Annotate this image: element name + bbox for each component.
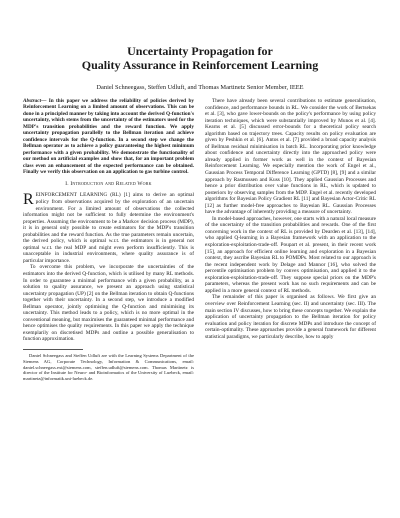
related-work-paragraph-1: There have already been several contributions to estimate generalisation, confidence, and performance bounds in RL. We consider the work of Bertsekas et al. [3], who gave lower-bounds on the policy's performance by using policy iteration techniques, which were substantially improved by Munos et al. [4]. Kearns et al. [5] discussed error-bounds for a theoretical policy search algorithm based on trajectory trees. Capacity results on policy evaluation are given by Peshkin et al. [6]. Antos et al. [7] provided a broad capacity analysis of Bellman residual minimisation in batch RL. Incorporating prior knowledge about confidence and uncertainty directly into the approached policy were already applied in former work as well in the context of Bayesian Reinforcement Learning. We especially mention the work of Engel et al., Gaussian Process Temporal Difference Learning (GPTD) [8], [9] and a similar approach by Rasmussen and Kuss [10]. They applied Gaussian Processes and hence a prior distribution over value functions in RL, which is updated to posteriors by observing samples from the MDP. Engel et al. recently developed algorithms for Bayesian Policy Gradient RL [11] and Bayesian Actor-Critic RL [12] as further model-free approaches to Bayesian RL. Gaussian Processes have the advantage of inherently providing a measure of uncertainty. <box>205 98 376 216</box>
abstract-text: In this paper we address the reliability of policies derived by Reinforcement Learning on a limited amount of observations. This can be done in a principled manner by taking into account the derived Q-function's uncertainty, which stems from the uncertainty of the estimators used for the MDP's transition probabilities and the reward function. We apply uncertainty propagation parallelly to the Bellman iteration and achieve confidence intervals for the Q-function. In a second step we change the Bellman operator as to achieve a policy guaranteeing the highest minimum performance with a given probability. We demonstrate the functionality of our method on artificial examples and show that, for an important problem class even an enhancement of the expected performance can be obtained. Finally we verify this observation on an application to gas turbine control. <box>23 98 195 175</box>
author-list: Daniel Schneegass, Steffen Udluft, and Thomas Martinetz Senior Member, IEEE <box>96 84 304 91</box>
footnote-rule <box>23 349 83 350</box>
intro-paragraph-2: To overcome this problem, we incorporate the uncertainties of the estimators into the derived Q-function, which is utilised by many RL methods. In order to guarantee a minimal performance with a given probability, as a solution to quality assurance, we present an approach using statistical uncertainty propagation (UP) [2] on the Bellman iteration to obtain Q-functions together with their uncertainty. In a second step, we introduce a modified Bellman operator, jointly optimising the Q-function and minimising its uncertainty. This method leads to a policy, which is no more optimal in the conventional meaning, but maximises the guaranteed minimal performance and hence optimises the quality requirements. In this paper we apply the technique exemplarily on discretised MDPs and outline a possible generalisation to function approximation. <box>23 264 194 343</box>
related-work-paragraph-2: In model-based approaches, however, one starts with a natural local measure of the uncertainty of the transition probabilities and rewards. One of the first concerning work in the context of RL is provided by Dearden et al. [13], [14], who applied Q-learning in a Bayesian framework with an application to the exploration-exploitation-trade-off. Poupart et al. present, in their recent work [15], an approach for efficient online learning and exploration in a Bayesian context, they ascribe Bayesian RL to POMDPs. Most related to our approach is the recent independent work by Delage and Mannor [16], who solved the percentile optimisation problem by convex optimisation, and applied it to the exploration-exploitation-trade-off. They suppose special priors on the MDP's parameters, whereas the present work has no such requirements and can be applied in a more general context of RL methods. <box>205 215 376 294</box>
drop-cap: R <box>23 191 34 209</box>
paper-title-line-2: Quality Assurance in Reinforcement Learning <box>81 58 319 72</box>
author-footnote: Daniel Schneegass and Steffen Udluft are with the Learning Systems Department of the Siemens AG, Corporate Technology, Information & Communications, email: daniel.schneegass.ext@siemens.com, steffen.udluft@siemens.com. Thomas Martinetz is director of the Institute for Neuro- and Bioinformatics of the University of Luebeck, email: martinetz@informatik.uni-luebeck.de. <box>23 353 194 382</box>
abstract: Abstract— In this paper we address the reliability of policies derived by Reinforcement Learning on a limited amount of observations. This can be done in a principled manner by taking into account the derived Q-function's uncertainty, which stems from the uncertainty of the estimators used for the MDP's transition probabilities and the reward function. We apply uncertainty propagation parallelly to the Bellman iteration and achieve confidence intervals for the Q-function. In a second step we change the Bellman operator as to achieve a policy guaranteeing the highest minimum performance with a given probability. We demonstrate the functionality of our method on artificial examples and show that, for an important problem class even an enhancement of the expected performance can be obtained. Finally we verify this observation on an application to gas turbine control. <box>23 98 195 175</box>
section-heading: I. Introduction and Related Work <box>65 181 152 188</box>
left-column <box>23 98 194 382</box>
intro-paragraph-1 <box>23 192 194 264</box>
outline-paragraph: The remainder of this paper is organised as follows. We first give an overview over Reinforcement Learning (sec. II) and uncertainty (sec. III). The main section IV discusses, how to bring these concepts together. We explain the application of uncertainty propagation to the Bellman iteration for policy evaluation and policy iteration for discrete MDPs and introduce the concept of certain-optimality. These approaches provide a general framework for different statistical paradigms, we particularly describe, how to apply <box>205 294 376 340</box>
intro-paragraph-1-text: EINFORCEMENT LEARNING (RL) [1] aims to derive an optimal policy from observations acquired by the exploration of an uncertain environment. For a limited amount of observations the collected information might not be sufficient to fully determine the environment's properties. Assuming the environment to be a Markov decision process (MDP), it is in general only possible to create estimators for the MDP's transition probabilities and the reward function. As the true parameters remain uncertain, the derived policy, which is optimal w.r.t. the estimators is in general not optimal w.r.t. the real MDP and might even perform insufficiently. This is unacceptable in industrial environments, where quality assurance is of particular importance. <box>23 192 194 264</box>
right-column <box>205 98 376 340</box>
paper-title-line-1: Uncertainty Propagation for <box>127 44 273 58</box>
abstract-label: Abstract <box>23 98 42 104</box>
